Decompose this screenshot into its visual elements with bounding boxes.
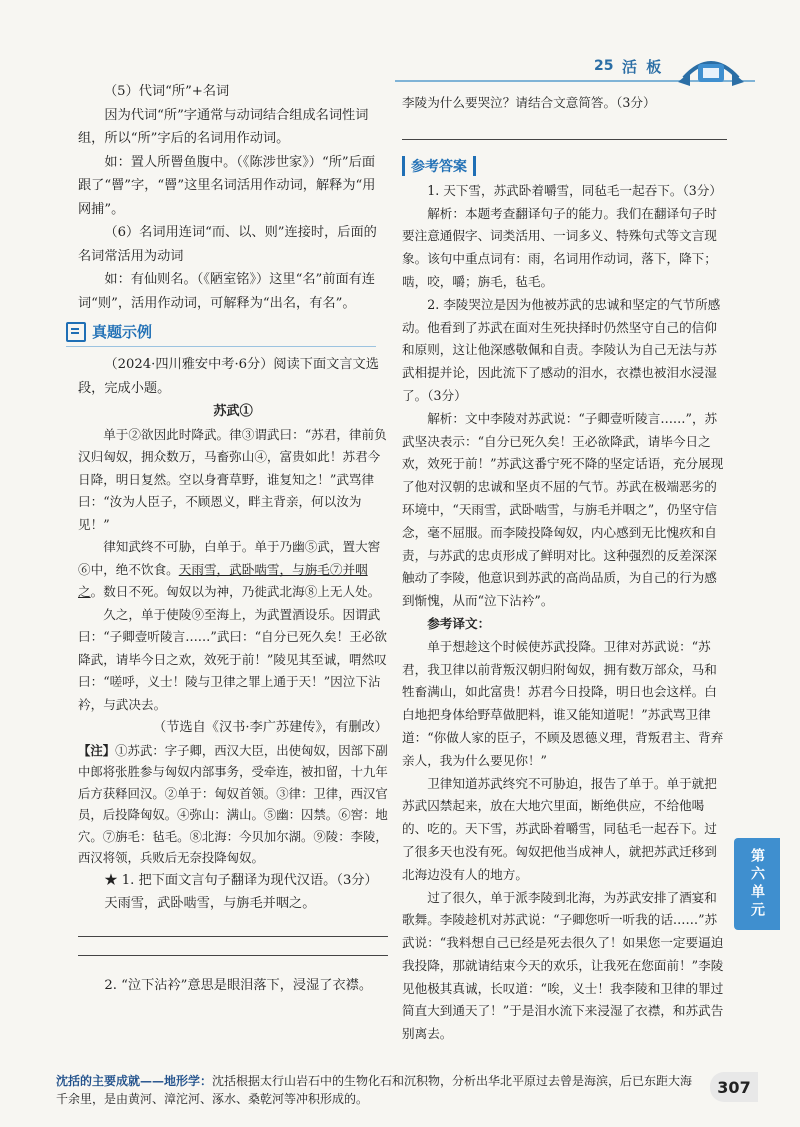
- answers: [402, 180, 727, 1046]
- underlined-sentence: 天雨雪，武卧啮雪，与旃毛⑦并咽之: [78, 561, 368, 599]
- answer-line-2: [78, 955, 388, 956]
- document-icon: [66, 322, 86, 342]
- notes: 【注】①苏武：字子卿，西汉大臣，出使匈奴，因部下副中郎将张胜参与匈奴内部事务，受牵连，被扣留，十九年后方获释回汉。②单于：匈奴首领。③律：卫律，西汉官员，后投降匈奴。④弥山：满山。⑤幽：囚禁。⑥窖：地穴。⑦旃毛：毡毛。⑧北海：今贝加尔湖。⑨陵：李陵，西汉将领，兵败后无奈投降匈奴。: [78, 742, 388, 865]
- rule-6-title: （6）名词用连词“而、以、则”连接时，后面的名词常活用为动词: [78, 225, 377, 264]
- passage-para-2: 律知武终不可胁，白单于。单于乃幽⑤武，置大窖⑥中，绝不饮食。天雨雪，武卧啮雪，与旃毛⑦并咽之。数日不死。匈奴以为神，乃徙武北海⑧上无人处。: [78, 539, 381, 599]
- answer-line-1: [78, 936, 388, 937]
- passage-para-3: 久之，单于使陵⑨至海上，为武置酒设乐。因谓武曰：“子卿壹听陵言……”武曰：“自分已死久矣！王必欲降武，请毕今日之欢，效死于前！”陵见其至诚，喟然叹曰：“嗟呼，义士！陵与卫律之罪上通于天！”因泣下沾衿，与武决去。: [78, 606, 387, 712]
- passage-title: 苏武①: [213, 404, 253, 419]
- footer-label: 沈括的主要成就——地形学：: [56, 1074, 213, 1088]
- unit-tab: 第六单元: [734, 838, 780, 930]
- passage-para-1: 单于②欲因此时降武。律③谓武曰：“苏君，律前负汉归匈奴，拥众数万，马畜弥山④，富贵如此！苏君今日降，明日复然。空以身膏草野，谁复知之！”武骂律曰：“汝为人臣子，不顾恩义，畔主背亲，何以汝为见！”: [78, 426, 387, 532]
- footer-note: [56, 1072, 696, 1108]
- right-column: [402, 92, 727, 1046]
- section-divider: [66, 346, 376, 347]
- rule-5-explanation: 因为代词“所”字通常与动词结合组成名词性词组，所以“所”字后的名词用作动词。: [78, 107, 369, 146]
- translation-title: 参考译文：: [427, 615, 491, 631]
- passage: [78, 424, 388, 717]
- rule-5-title: （5）代词“所”+名词: [104, 84, 230, 99]
- header-book-title: 活 板: [622, 58, 664, 76]
- page-number: 307: [710, 1072, 758, 1102]
- footer-text: 沈括根据太行山岩石中的生物化石和沉积物，分析出华北平原过去曾是海滨，后已东距大海千余里，是由黄河、漳沱河、涿水、桑乾河等冲积形成的。: [56, 1074, 693, 1106]
- book-badge-icon: [676, 48, 746, 88]
- passage-source: （节选自《汉书·李广苏建传》，有删改）: [153, 720, 388, 735]
- question-2-continued: 李陵为什么要哭泣？请结合文意简答。（3分）: [402, 95, 656, 110]
- answer-1-analysis: 解析：本题考查翻译句子的能力。我们在翻译句子时要注意通假字、词类活用、一词多义、特殊句式等文言现象。该句中重点词有：雨，名词用作动词，落下，降下；啮，咬，嚼；旃毛，毡毛。: [402, 205, 717, 289]
- left-column: [78, 80, 388, 997]
- answer-line-3: [402, 139, 727, 140]
- translation-para-2: 卫律知道苏武终究不可胁迫，报告了单于。单于就把苏武囚禁起来，放在大地穴里面，断绝供应，不给他喝的、吃的。天下雪，苏武卧着嚼雪，同毡毛一起吞下。过了很多天也没有死。匈奴把他当成神人，就把苏武迁移到北海边没有人的地方。: [402, 775, 717, 882]
- answer-section-title: 参考答案: [402, 156, 476, 176]
- question-2: 2. “泣下沾衿”意思是眼泪落下，浸湿了衣襟。: [104, 977, 373, 993]
- exam-intro: （2024·四川雅安中考·6分）阅读下面文言文选段，完成小题。: [78, 357, 379, 396]
- answer-2: 2. 李陵哭泣是因为他被苏武的忠诚和坚定的气节所感动。他看到了苏武在面对生死抉择时仍然坚守自己的信仰和原则，这让他深感敬佩和自责。李陵认为自己无法与苏武相提并论，因此流下了感动的泪水，衣襟也被泪水浸湿了。（3分）: [402, 296, 721, 403]
- section-header: [66, 321, 388, 342]
- header-series-number: 25: [594, 58, 614, 74]
- translation-para-3: 过了很久，单于派李陵到北海，为苏武安排了酒宴和歌舞。李陵趁机对苏武说：“子卿您听一听我的话……”苏武说：“我料想自己已经是死去很久了！如果您一定要逼迫我投降，那就请结束今天的欢乐，让我死在您面前！”李陵见他极其真诚，长叹道：“唉，义士！我李陵和卫律的罪过简直大到通天了！”于是泪水流下来浸湿了衣襟，和苏武告别离去。: [402, 889, 724, 1042]
- rule-6-example: 如：有仙则名。（《陋室铭》）这里“名”前面有连词“则”，活用作动词，可解释为“出名，有名”。: [78, 272, 376, 311]
- rule-5-example: 如：置人所罾鱼腹中。（《陈涉世家》）“所”后面跟了“罾”字，“罾”这里名词活用作动词，解释为“用网捕”。: [78, 154, 376, 217]
- question-1-sentence: 天雨雪，武卧啮雪，与旃毛并咽之。: [104, 896, 316, 911]
- question-1: ★ 1. 把下面文言句子翻译为现代汉语。（3分）: [104, 872, 378, 888]
- answer-2-analysis: 解析：文中李陵对苏武说：“子卿壹听陵言……”，苏武坚决表示：“自分已死久矣！王必欲降武，请毕今日之欢，效死于前！”苏武这番宁死不降的坚定话语，充分展现了他对汉朝的忠诚和坚贞不屈的气节。苏武在极端恶劣的环境中，“天雨雪，武卧啮雪，与旃毛并咽之”，仍坚守信念，毫不屈服。而李陵投降匈奴，内心感到无比愧疚和自责，与苏武的忠贞形成了鲜明对比。这种强烈的反差深深触动了李陵，他意识到苏武的高尚品质，为自己的行为感到惭愧，从而“泣下沾衿”。: [402, 410, 724, 609]
- section-title: 真题示例: [92, 323, 153, 341]
- translation-para-1: 单于想趁这个时候使苏武投降。卫律对苏武说：“苏君，我卫律以前背叛汉朝归附匈奴，拥有数万部众，马和牲畜满山，如此富贵！苏君今日投降，明日也会这样。白白地把身体给野草做肥料，谁又能知道呢！”苏武骂卫律道：“你做人家的臣子，不顾及恩德义理，背叛君主、背弃亲人，我为什么要见你！”: [402, 638, 724, 768]
- answer-1: 1. 天下雪，苏武卧着嚼雪，同毡毛一起吞下。（3分）: [427, 182, 722, 198]
